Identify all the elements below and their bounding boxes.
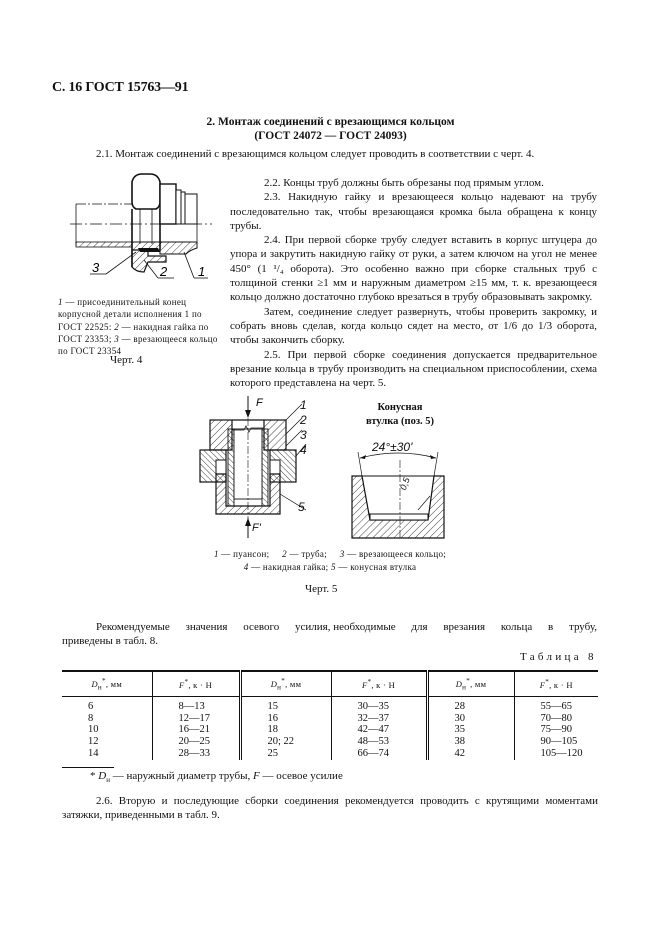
callout-3: 3 xyxy=(92,260,100,275)
cell: 35 xyxy=(427,724,514,736)
word: трубу, xyxy=(569,621,597,633)
footnote-rule xyxy=(62,767,114,768)
figure-5-drawing xyxy=(198,394,308,540)
header-dn: $D_н^*$, мм xyxy=(427,671,514,697)
header-dn: $D_н^*$, мм xyxy=(62,671,152,697)
paragraph-2-5: 2.5. При первой сборке соединения допускается предварительное врезание кольца в трубу производить на специальном приспособлении, схема которого представлена на черт. 5. xyxy=(230,348,597,390)
section-title-line2: (ГОСТ 24072 — ГОСТ 24093) xyxy=(254,130,407,142)
cell: 105—120 xyxy=(514,748,598,760)
word: врезания xyxy=(443,621,486,633)
table-row xyxy=(62,736,598,748)
radius-dimension: 0,5 xyxy=(398,476,412,492)
cone-sleeve-title xyxy=(340,401,460,429)
right-column-text xyxy=(230,176,597,390)
header-f: F*, к · Н xyxy=(331,671,427,697)
header-f: F*, к · Н xyxy=(152,671,240,697)
table-row xyxy=(62,697,598,713)
header-dn: $D_н^*$, мм xyxy=(240,671,331,697)
angle-dimension: 24°±30' xyxy=(372,440,413,454)
table-8 xyxy=(62,670,598,760)
figure-5-caption xyxy=(180,548,480,574)
cell: 16—21 xyxy=(152,724,240,736)
cell: 38 xyxy=(427,736,514,748)
caption-text: — пуансон; xyxy=(218,549,270,559)
fitting-assembly-drawing xyxy=(62,172,222,290)
cell: 18 xyxy=(240,724,331,736)
caption-num: 5 xyxy=(330,562,336,572)
figure-4-caption xyxy=(58,296,218,357)
cell: 20—25 xyxy=(152,736,240,748)
force-label-bottom: F' xyxy=(252,522,261,534)
cone-sleeve-drawing xyxy=(350,440,450,540)
cell: 6 xyxy=(88,701,94,712)
cell: 30 xyxy=(427,713,514,725)
recommendation-line2: приведены в табл. 8. xyxy=(62,635,158,648)
caption-num: 2 xyxy=(114,321,120,332)
recommendation-paragraph xyxy=(62,620,597,649)
word: значения xyxy=(185,621,228,633)
table-row xyxy=(62,748,598,760)
cell: 48—53 xyxy=(331,736,427,748)
caption-num: 1 xyxy=(213,549,219,559)
paragraph-2-1: 2.1. Монтаж соединений с врезающимся кольцом следует проводить в соответствии с черт. 4. xyxy=(96,148,535,160)
caption-text: — труба; xyxy=(286,549,328,559)
force-label-top: F xyxy=(256,397,263,409)
callout-2: 2 xyxy=(300,413,307,427)
callout-3: 3 xyxy=(300,428,307,442)
cell: 70—80 xyxy=(514,713,598,725)
cell: 28 xyxy=(427,697,514,713)
paragraph-2-6: 2.6. Вторую и последующие сборки соединения рекомендуется проводить с крутящими моментами затяжки, приведенными в табл. 9. xyxy=(62,795,598,822)
cell: 25 xyxy=(240,748,331,760)
callout-1: 1 xyxy=(300,398,307,412)
paragraph-2-4: 2.4. При первой сборке трубу следует вставить в корпус штуцера до упора и закрутить накидную гайку от руки, а затем ключом на угол не менее 450° (1 ¹/₄ оборота). Это особенно важно при сборке стальных труб с толщиной стенки ≥1 мм и наружным диаметром ≥15 мм, т. к. врезающееся кольцо должно достаточно глубоко врезаться в трубу образовывать закромку. xyxy=(230,234,597,304)
caption-num: 1 xyxy=(58,297,63,307)
figure-5-label: Черт. 5 xyxy=(305,583,338,595)
caption-text: — конусная втулка xyxy=(335,562,417,572)
callout-1: 1 xyxy=(198,264,206,279)
cone-sleeve-title-line1: Конусная xyxy=(377,402,423,413)
cell: 66—74 xyxy=(331,748,427,760)
cell: 42—47 xyxy=(331,724,427,736)
word: Рекомендуемые xyxy=(96,621,170,633)
cell: 28—33 xyxy=(152,748,240,760)
page-header: С. 16 ГОСТ 15763—91 xyxy=(52,80,189,95)
cell: 12—17 xyxy=(152,713,240,725)
cell: 55—65 xyxy=(514,697,598,713)
figure-5-callouts xyxy=(300,398,307,458)
cell: 20; 22 xyxy=(240,736,331,748)
caption-text: — врезающееся кольцо по ГОСТ 23354 xyxy=(58,333,218,357)
figure-4-label: Черт. 4 xyxy=(110,354,143,366)
paragraph-2-3: 2.3. Накидную гайку и врезающееся кольцо надевают на трубу последовательно так, чтобы врезающаяся кромка была обращена к концу трубы. xyxy=(230,191,597,232)
word: кольца xyxy=(500,621,533,633)
paragraph-2-2: 2.2. Концы труб должны быть обрезаны под прямым углом. xyxy=(264,177,544,189)
cell: 16 xyxy=(240,713,331,725)
callout-4: 4 xyxy=(300,443,307,457)
figure-4-drawing xyxy=(62,172,222,290)
word: усилия, необходимые xyxy=(294,621,396,633)
cell: 90—105 xyxy=(514,736,598,748)
cell: 14 xyxy=(88,747,99,759)
table-footnote: * $D_н$ — наружный диаметр трубы, F — осевое усилие xyxy=(90,770,343,785)
section-title xyxy=(0,115,661,143)
section-title-line1: 2. Монтаж соединений с врезающимся кольцом xyxy=(206,116,455,128)
word: для xyxy=(411,621,428,633)
cell: 8—13 xyxy=(152,697,240,713)
cell: 10 xyxy=(88,724,99,736)
cell: 75—90 xyxy=(514,724,598,736)
cell: 32—37 xyxy=(331,713,427,725)
caption-text: — врезающееся кольцо; xyxy=(344,549,447,559)
cell: 30—35 xyxy=(331,697,427,713)
caption-num: 4 xyxy=(243,562,249,572)
word: в xyxy=(548,621,554,633)
table-row xyxy=(62,713,598,725)
word: осевого xyxy=(243,621,280,633)
callout-5: 5 xyxy=(298,500,305,514)
table-row xyxy=(62,724,598,736)
caption-text: — присоединительный конец корпусной детали исполнения 1 по ГОСТ 22525: xyxy=(58,297,202,332)
cell: 12 xyxy=(88,736,99,748)
cutting-fixture-drawing xyxy=(198,394,308,540)
cone-sleeve-title-line2: втулка (поз. 5) xyxy=(365,416,435,427)
header-f: F*, к · Н xyxy=(514,671,598,697)
caption-num: 3 xyxy=(339,549,345,559)
table-header-row xyxy=(62,671,598,697)
caption-num: 2 xyxy=(282,549,287,559)
cell: 8 xyxy=(88,712,94,724)
caption-text: — накидная гайка по ГОСТ 23353; xyxy=(58,321,209,344)
paragraph-2-4-cont: Затем, соединение следует развернуть, чтобы проверить закромку, и собрать вновь сделав, когда кольцо сядет на место, от 1/6 до 1/3 оборота, чтобы закончить сборку. xyxy=(230,305,597,347)
cell: 15 xyxy=(240,697,331,713)
callout-2: 2 xyxy=(160,264,168,279)
cell: 42 xyxy=(427,748,514,760)
table-8-label: Таблица 8 xyxy=(520,651,597,663)
caption-text: — накидная гайка; xyxy=(248,562,331,572)
caption-num: 3 xyxy=(114,333,120,344)
